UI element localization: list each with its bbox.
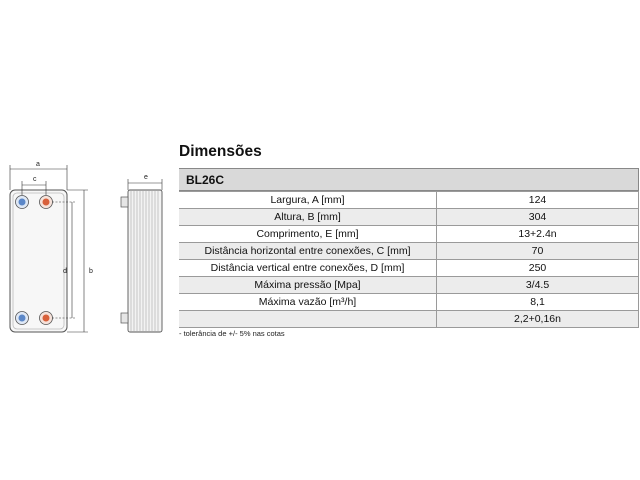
- spec-label: [179, 311, 437, 328]
- connection-bottom-right-icon: [40, 312, 53, 325]
- dimension-a-line: [10, 165, 67, 190]
- specs-table: [179, 191, 639, 328]
- dimension-a-label: a: [36, 161, 40, 168]
- dimension-b-label: b: [89, 268, 93, 275]
- spec-label: Comprimento, E [mm]: [179, 226, 437, 243]
- table-row: [179, 311, 639, 328]
- spec-value: 8,1: [437, 294, 639, 311]
- spec-label: Máxima vazão [m³/h]: [179, 294, 437, 311]
- spec-value: 3/4.5: [437, 277, 639, 294]
- specs-table-container: [179, 168, 639, 328]
- spec-value: 13+2.4n: [437, 226, 639, 243]
- front-view-plate: [10, 190, 67, 332]
- side-view: [121, 190, 162, 332]
- spec-label: Distância horizontal entre conexões, C [mm]: [179, 243, 437, 260]
- dimension-e-label: e: [144, 174, 148, 181]
- table-row: [179, 294, 639, 311]
- connection-bottom-left-icon: [16, 312, 29, 325]
- spec-label: Distância vertical entre conexões, D [mm]: [179, 260, 437, 277]
- section-title: Dimensões: [179, 143, 262, 160]
- table-row: [179, 260, 639, 277]
- dimension-c-label: c: [33, 176, 37, 183]
- table-row: [179, 192, 639, 209]
- spec-value: 124: [437, 192, 639, 209]
- dimension-d-label: d: [63, 268, 67, 275]
- table-row: [179, 277, 639, 294]
- spec-value: 250: [437, 260, 639, 277]
- spec-value: 304: [437, 209, 639, 226]
- spec-value: 70: [437, 243, 639, 260]
- connection-top-left-icon: [16, 196, 29, 209]
- heat-exchanger-drawing: [0, 150, 175, 350]
- model-header: BL26C: [179, 168, 639, 191]
- spec-label: Largura, A [mm]: [179, 192, 437, 209]
- table-row: [179, 226, 639, 243]
- connection-top-right-icon: [40, 196, 53, 209]
- spec-label: Máxima pressão [Mpa]: [179, 277, 437, 294]
- spec-label: Altura, B [mm]: [179, 209, 437, 226]
- tolerance-note: - tolerância de +/- 5% nas cotas: [179, 329, 285, 338]
- table-row: [179, 243, 639, 260]
- table-row: [179, 209, 639, 226]
- spec-value: 2,2+0,16n: [437, 311, 639, 328]
- dimension-b-line: [67, 190, 88, 332]
